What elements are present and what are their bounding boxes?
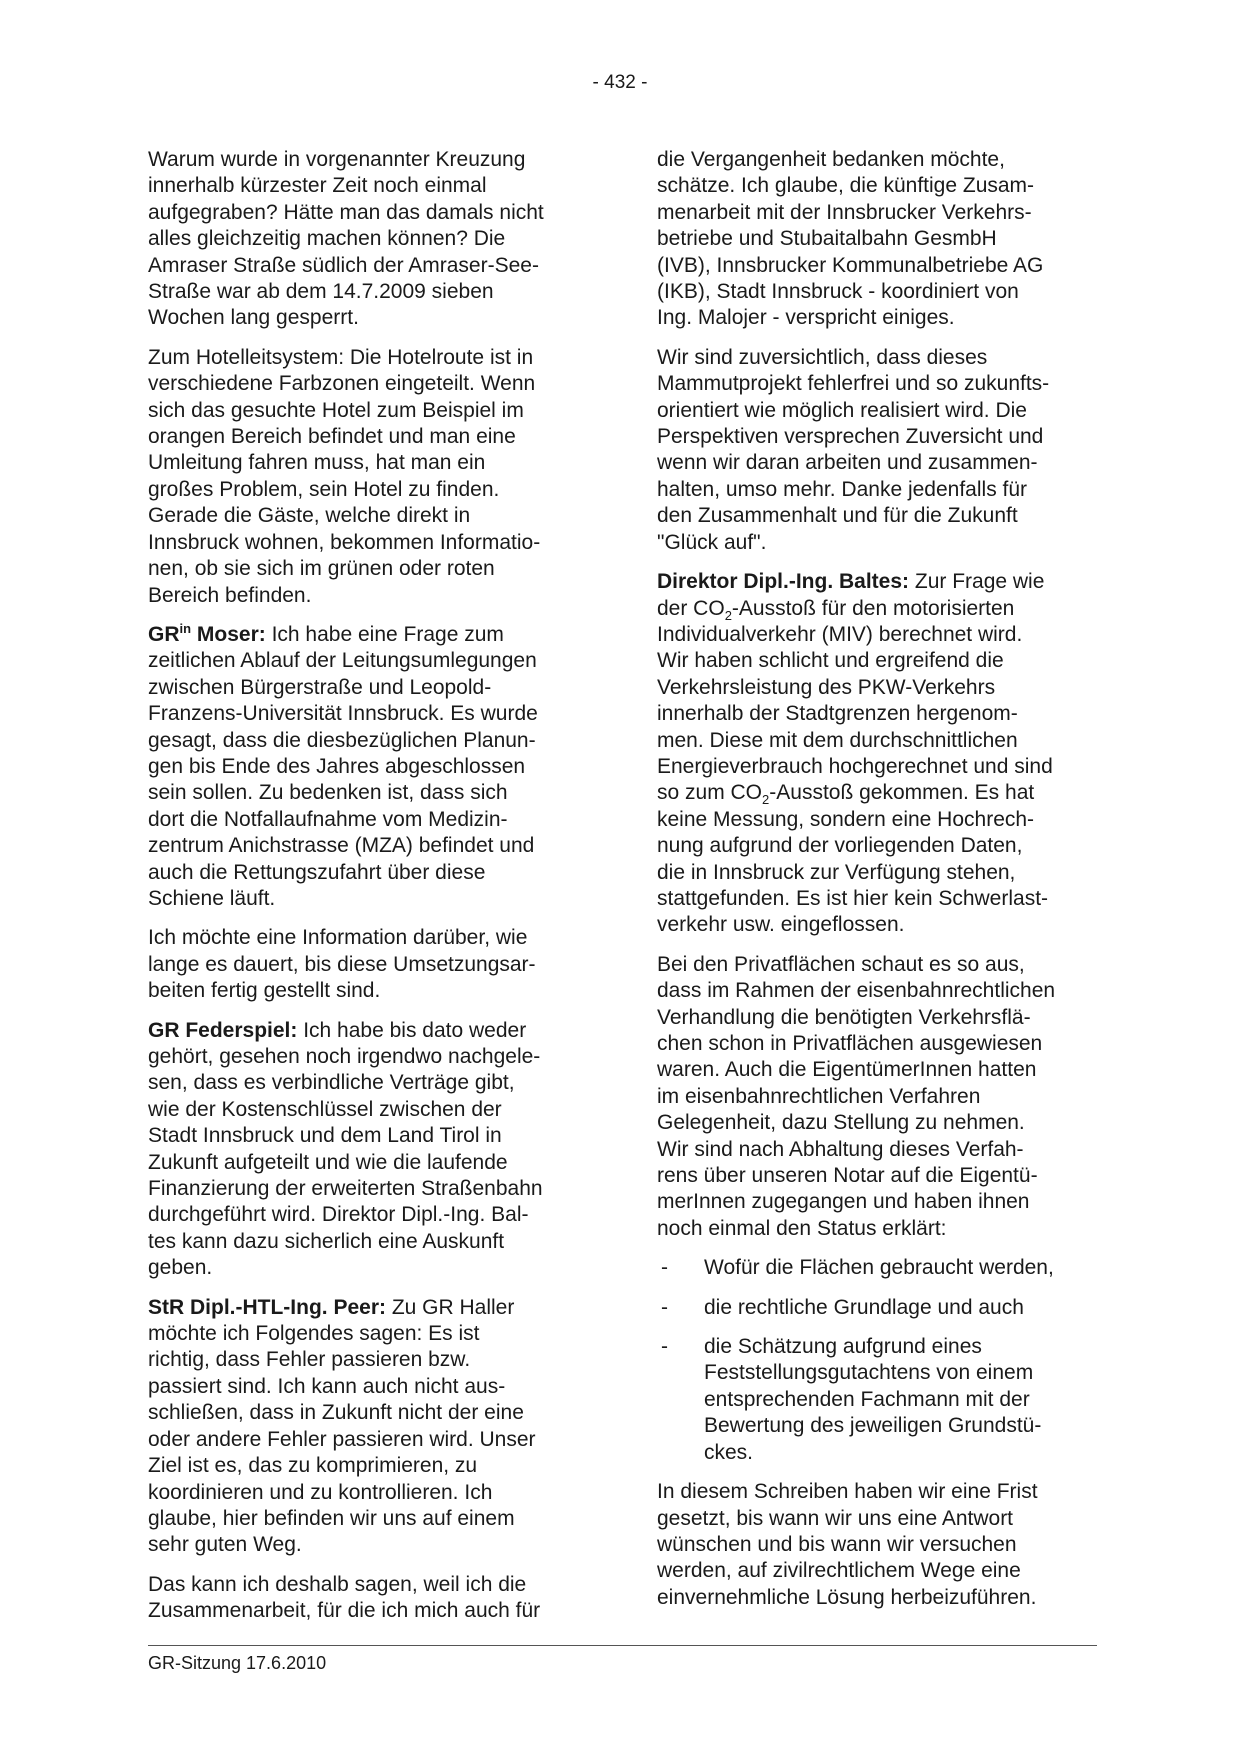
footer-text: GR-Sitzung 17.6.2010 bbox=[148, 1653, 327, 1673]
footer-divider bbox=[148, 1645, 1097, 1646]
speaker-name: Direktor Dipl.-Ing. Baltes: bbox=[657, 570, 910, 594]
list-dash: - bbox=[661, 1295, 668, 1319]
paragraph: Bei den Privatflächen schaut es so aus, dass im Rahmen der eisenbahnrechtlichen Verhandlung die benötigten Verkehrsflä- chen schon in Privatflächen ausgewiesen waren. Auch die EigentümerInnen hatten im eisenbahnrechtlichen Verfahren Gelegenheit, dazu Stellung zu nehmen. Wir sind nach Abhaltung dieses Verfah- rens über unseren Notar auf die Eigentü- merInnen zugegangen und haben ihnen noch einmal den Status erklärt: bbox=[657, 952, 1056, 1240]
paragraph: die Vergangenheit bedanken möchte, schätze. Ich glaube, die künftige Zusam- menarbeit mit der Innsbrucker Verkehrs- betriebe und Stubaitalbahn GesmbH (IVB), Innsbrucker Kommunalbetriebe AG (IKB), Stadt Innsbruck - koordiniert von Ing. Malojer - verspricht einiges. bbox=[657, 148, 1044, 330]
paragraph: Wir sind zuversichtlich, dass dieses Mammutprojekt fehlerfrei und so zukunfts- orientiert wie möglich realisiert wird. Die Perspektiven versprechen Zuversicht und wenn wir daran arbeiten und zusammen- halten, umso mehr. Danke jedenfalls für den Zusammenhalt und für die Zukunft "Glück auf". bbox=[657, 345, 1050, 554]
speaker-name: StR Dipl.-HTL-Ing. Peer: bbox=[148, 1295, 386, 1319]
list-dash: - bbox=[661, 1335, 668, 1359]
paragraph: StR Dipl.-HTL-Ing. Peer: Zu GR Haller möchte ich Folgendes sagen: Es ist richtig, dass Fehler passieren bzw. passiert sind. Ich kann auch nicht aus- schließen, dass in Zukunft nicht der eine oder andere Fehler passieren wird. Unser Ziel ist es, das zu komprimieren, zu koordinieren und zu kontrollieren. Ich glaube, hier befinden wir uns auf einem sehr guten Weg. bbox=[148, 1295, 536, 1557]
speaker-name: $GR^{in}$ Moser: bbox=[148, 620, 266, 646]
page-number: - 432 - bbox=[592, 72, 648, 93]
list-item: - die rechtliche Grundlage und auch bbox=[657, 1295, 1112, 1321]
left-column bbox=[148, 147, 603, 1638]
list-item: - die Schätzung aufgrund eines Feststellungsgutachtens von einem entsprechenden Fachmann mit der Bewertung des jeweiligen Grundstü- ckes. bbox=[661, 1335, 1042, 1464]
list-dash: - bbox=[661, 1256, 668, 1280]
speaker-name: GR Federspiel: bbox=[148, 1018, 298, 1042]
paragraph: Ich möchte eine Information darüber, wie lange es dauert, bis diese Umsetzungsar- beiten fertig gestellt sind. bbox=[148, 926, 536, 1003]
right-column bbox=[657, 147, 1112, 1624]
paragraph: Das kann ich deshalb sagen, weil ich die Zusammenarbeit, für die ich mich auch für bbox=[148, 1572, 541, 1623]
paragraph: Warum wurde in vorgenannter Kreuzung innerhalb kürzester Zeit noch einmal aufgegraben? Hätte man das damals nicht alles gleichzeitig machen können? Die Amraser Straße südlich der Amraser-See- Straße war ab dem 14.7.2009 sieben Wochen lang gesperrt. bbox=[148, 148, 544, 330]
paragraph: GR Federspiel: Ich habe bis dato weder gehört, gesehen noch irgendwo nachgele- sen, dass es verbindliche Verträge gibt, wie der Kostenschlüssel zwischen der Stadt Innsbruck und dem Land Tirol in Zukunft aufgeteilt und wie die laufende Finanzierung der erweiterten Straßenbahn durchgeführt wird. Direktor Dipl.-Ing. Bal- tes kann dazu sicherlich eine Auskunft geben. bbox=[148, 1018, 543, 1280]
paragraph: Zum Hotelleitsystem: Die Hotelroute ist in verschiedene Farbzonen eingeteilt. Wenn sich das gesuchte Hotel zum Beispiel im orangen Bereich befindet und man eine Umleitung fahren muss, hat man ein großes Problem, sein Hotel zu finden. Gerade die Gäste, welche direkt in Innsbruck wohnen, bekommen Informatio- nen, ob sie sich im grünen oder roten Bereich befinden. bbox=[148, 345, 541, 607]
paragraph: Direktor Dipl.-Ing. Baltes: Zur Frage wie der $CO_2$-Ausstoß für den motorisierten Individualverkehr (MIV) berechnet wird. Wir haben schlicht und ergreifend die Verkehrsleistung des PKW-Verkehrs innerhalb der Stadtgrenzen hergenom- men. Diese mit dem durchschnittlichen Energieverbrauch hochgerechnet und sind so zum $CO_2$-Ausstoß gekommen. Es hat keine Messung, sondern eine Hochrech- nung aufgrund der vorliegenden Daten, die in Innsbruck zur Verfügung stehen, stattgefunden. Es ist hier kein Schwerlast- verkehr usw. eingeflossen. bbox=[657, 570, 1053, 937]
paragraph: $GR^{in}$ Moser: Ich habe eine Frage zum zeitlichen Ablauf der Leitungsumlegungen zwischen Bürgerstraße und Leopold- Franzens-Universität Innsbruck. Es wurde gesagt, dass die diesbezüglichen Planun- gen bis Ende des Jahres abgeschlossen sein sollen. Zu bedenken ist, dass sich dort die Notfallaufnahme vom Medizin- zentrum Anichstrasse (MZA) befindet und auch die Rettungszufahrt über diese Schiene läuft. bbox=[148, 620, 538, 910]
paragraph: In diesem Schreiben haben wir eine Frist gesetzt, bis wann wir uns eine Antwort wünschen und bis wann wir versuchen werden, auf zivilrechtlichem Wege eine einvernehmliche Lösung herbeizuführen. bbox=[657, 1480, 1038, 1609]
list-item: - Wofür die Flächen gebraucht werden, bbox=[657, 1255, 1112, 1281]
